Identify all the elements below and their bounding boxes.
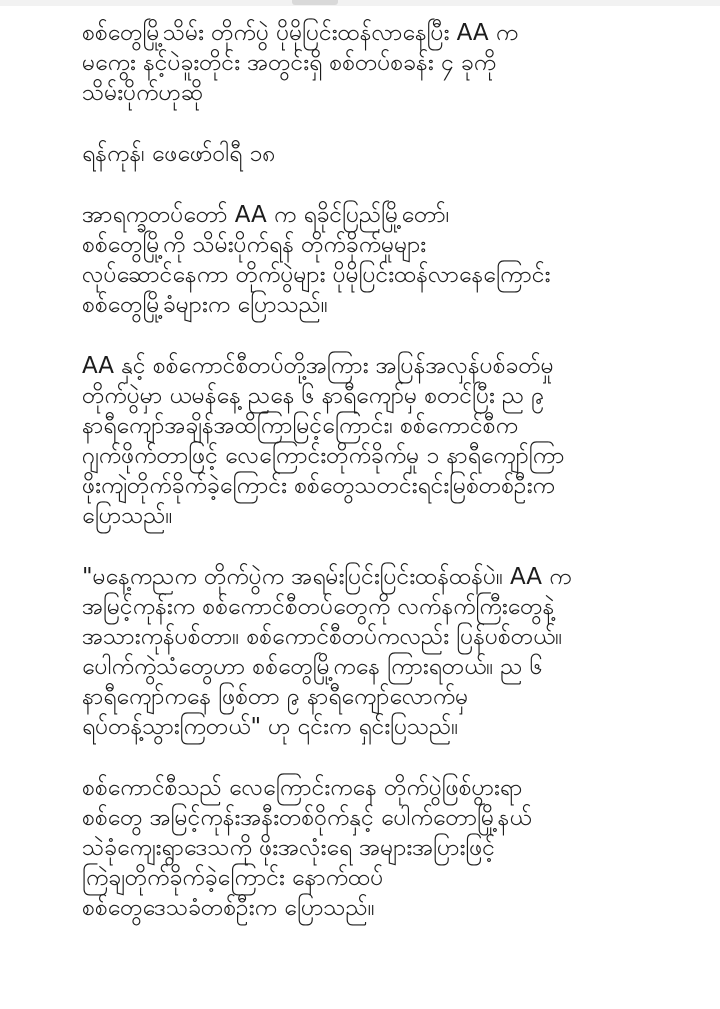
article-paragraph-2: AA နှင့် စစ်ကောင်စီတပ်တို့အကြား အပြန်အလှန်ပစ်ခတ်မှု တိုက်ပွဲမှာ ယမန်နေ့ ညနေ ၆ နာရီကျော်မှ စတင်ပြီး ည ၉ နာရီကျော်အချိန်အထိကြာမြင့်ကြောင်း၊ စစ်ကောင်စီက ဂျက်ဖိုက်တာဖြင့် လေကြောင်းတိုက်ခိုက်မှု ၁ နာရီကျော်ကြာ ဖိုးကျဲတိုက်ခိုက်ခဲ့ကြောင်း စစ်တွေသတင်းရင်းမြစ်တစ်ဦးက ပြောသည်။ [82,353,565,529]
article-paragraph-3: "မနေ့ကညက တိုက်ပွဲက အရမ်းပြင်းပြင်းထန်ထန်ပဲ။ AA က အမြင့်ကုန်းက စစ်ကောင်စီတပ်တွေကို လက်နက်ကြီးတွေနဲ့ အသားကုန်ပစ်တာ။ စစ်ကောင်စီတပ်ကလည်း ပြန်ပစ်တယ်။ ပေါက်ကွဲသံတွေဟာ စစ်တွေမြို့ကနေ ကြားရတယ်။ ည ၆ နာရီကျော်ကနေ ဖြစ်တာ ၉ နာရီကျော်လောက်မှ ရပ်တန့်သွားကြတယ်" ဟု ၎င်းက ရှင်းပြသည်။ [82,564,572,740]
article-paragraph-4: စစ်ကောင်စီသည် လေကြောင်းကနေ တိုက်ပွဲဖြစ်ပွားရာ စစ်တွေ အမြင့်ကုန်းအနီးတစ်ဝိုက်နှင့် ပေါက်တောမြို့နယ် သဲခုံကျေးရွာဒေသကို ဖိုးအလုံးရေ အများအပြားဖြင့် ကြဲချတိုက်ခိုက်ခဲ့ကြောင်း နောက်ထပ် စစ်တွေဒေသခံတစ်ဦးက ပြောသည်။ [82,775,532,921]
article-paragraph-1: အာရက္ခတပ်တော် AA က ရခိုင်ပြည်မြို့တော်၊ စစ်တွေမြို့ကို သိမ်းပိုက်ရန် တိုက်ခိုက်မှုများ လုပ်ဆောင်နေကာ တိုက်ပွဲများ ပိုမိုပြင်းထန်လာနေကြောင်း စစ်တွေမြို့ခံများက ပြောသည်။ [82,202,551,318]
article-headline: စစ်တွေမြို့သိမ်း တိုက်ပွဲ ပိုမိုပြင်းထန်လာနေပြီး AA က မကွေး နင့်ပဲခူးတိုင်း အတွင်းရှိ စစ်တပ်စခန်း ၄ ခုကို သိမ်းပိုက်ဟုဆို [82,20,519,106]
article-body [82,18,690,954]
top-tab-stub [292,0,338,5]
article-dateline: ရန်ကုန်၊ ဖေဖော်ဝါရီ ၁၈ [82,141,276,167]
top-edge-bar [0,0,720,6]
